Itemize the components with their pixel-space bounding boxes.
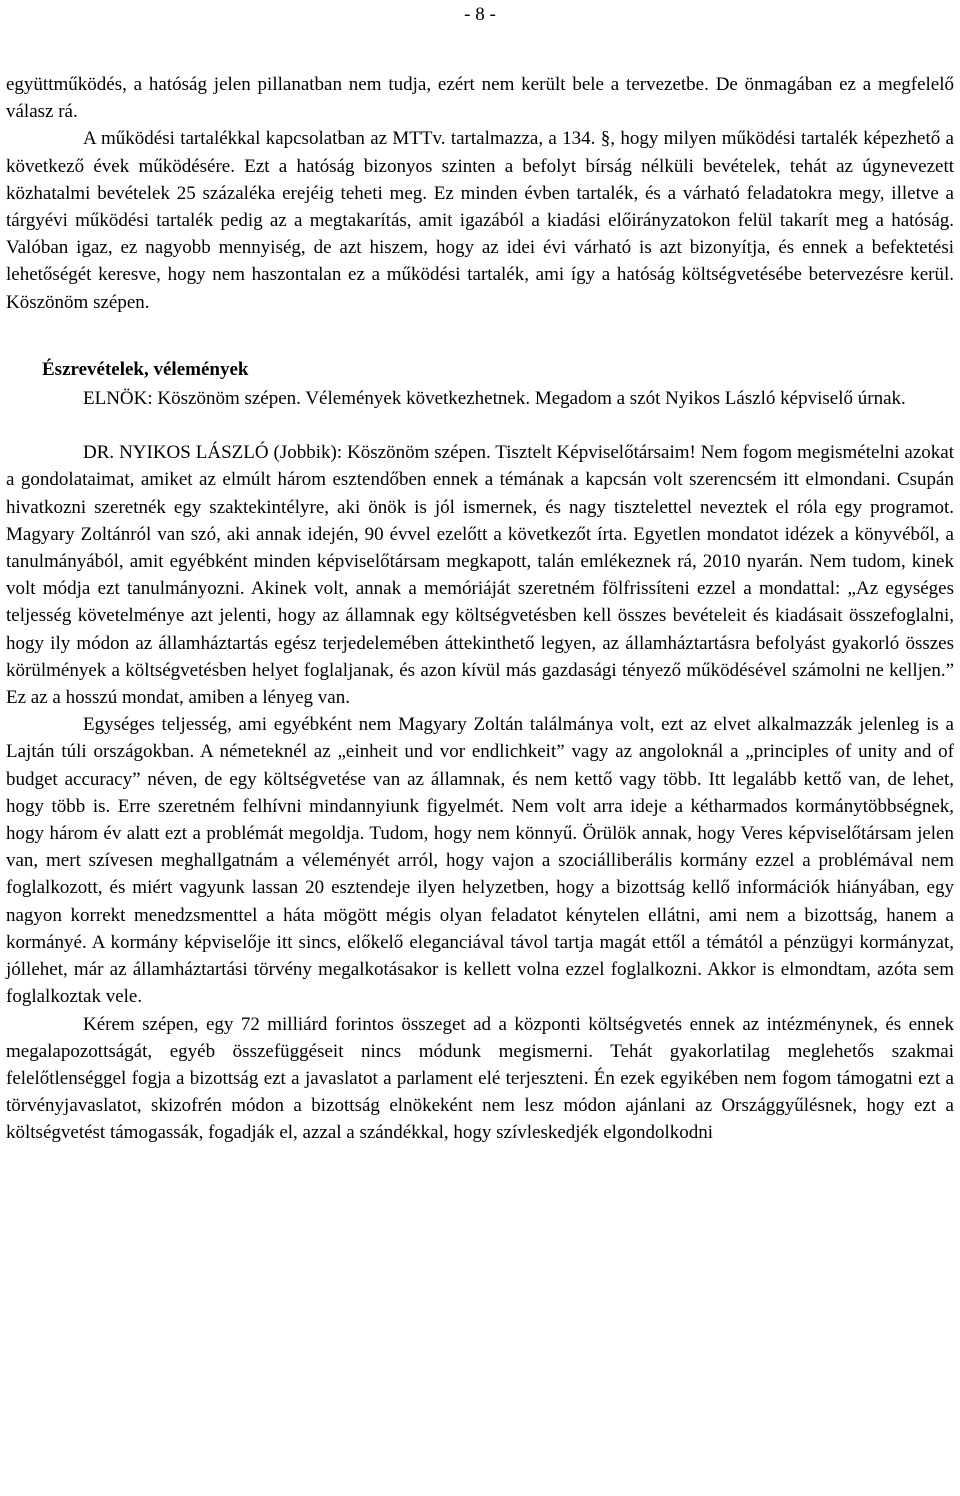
page-body [6, 71, 954, 1147]
paragraph-6: Kérem szépen, egy 72 milliárd forintos összeget ad a központi költségvetés ennek az intézménynek, és ennek megalapozottságát, egyéb összefüggéseit nincs módunk megismerni. Tehát gyakorlatilag meglehetős szakmai felelőtlenséggel fogja a bizottság ezt a javaslatot a parlament elé terjeszteni. Én ezek egyikében nem fogom támogatni ezt a törvényjavaslatot, skizofrén módon a bizottság elnökeként nem lesz módon ajánlani az Országgyűlésnek, hogy ezt a költségvetést támogassák, fogadják el, azzal a szándékkal, hogy szívleskedjék elgondolkodni [6, 1013, 954, 1144]
page-number: - 8 - [464, 4, 496, 25]
paragraph-4: DR. NYIKOS LÁSZLÓ (Jobbik): Köszönöm szépen. Tisztelt Képviselőtársaim! Nem fogom megismételni azokat a gondolataimat, amiket az elmúlt három esztendőben ennek a témának a kapcsán volt szerencsém itt elmondani. Csupán hivatkozni szeretnék egy szaktekintélyre, aki önök is jól ismernek, és nagy tisztelettel neveztek el róla egy programot. Magyary Zoltánról van szó, aki annak idején, 90 évvel ezelőtt a következőt írta. Egyetlen mondatot idézek a könyvéből, a tanulmányából, amit egyébként minden képviselőtársam megkapott, talán emlékeznek rá, 2010 nyarán. Nem tudom, kinek volt módja ezt tanulmányozni. Akinek volt, annak a memóriáját szeretném fölfrissíteni ezzel a mondattal: „Az egységes teljesség követelménye azt jelenti, hogy az államnak egy költségvetésben kell összes bevételeit és kiadásait összefoglalni, hogy ily módon az államháztartás egész terjedelemében áttekinthető legyen, az államháztartásra befolyást gyakorló összes körülmények a költségvetésben helyet foglaljanak, és azon kívül más gazdasági tényező működésével számolni ne kelljen.” Ez az a hosszú mondat, amiben a lényeg van. [6, 442, 954, 709]
section-heading: Észrevételek, vélemények [42, 358, 249, 380]
paragraph-5: Egységes teljesség, ami egyébként nem Magyary Zoltán találmánya volt, ezt az elvet alkalmazzák jelenleg is a Lajtán túli országokban. A németeknél az „einheit und vor endlichkeit” vagy az angoloknál a „principles of unity and of budget accuracy” néven, de egy költségvetése van az államnak, és nem kettő vagy több. Itt legalább kettő van, de lehet, hogy több is. Erre szeretném felhívni mindannyiunk figyelmét. Nem volt arra ideje a kétharmados kormánytöbbségnek, hogy három év alatt ezt a problémát megoldja. Tudom, hogy nem könnyű. Örülök annak, hogy Veres képviselőtársam jelen van, mert szívesen meghallgatnám a véleményét arról, hogy vajon a szociálliberális kormány ezzel a problémával nem foglalkozott, és miért vagyunk lassan 20 esztendeje ilyen helyzetben, hogy a bizottság kellő információk hiányában, egy nagyon korrekt menedzsmenttel a háta mögött mégis olyan feladatot kénytelen ellátni, ami nem a bizottság, hanem a kormányé. A kormány képviselője itt sincs, előkelő eleganciával távol tartja magát ettől a témától a pénzügyi kormányzat, jóllehet, már az államháztartási törvény megalkotásakor is kellett volna ezzel foglalkozni. Akkor is elmondtam, azóta sem foglalkoztak vele. [6, 714, 954, 1008]
paragraph-1: együttműködés, a hatóság jelen pillanatban nem tudja, ezért nem került bele a tervezetbe. De önmagában ez a megfelelő válasz rá. [6, 74, 954, 123]
paragraph-2: A működési tartalékkal kapcsolatban az MTTv. tartalmazza, a 134. §, hogy milyen működési tartalék képezhető a következő évek működésére. Ezt a hatóság bizonyos szinten a befolyt bírság nélküli bevételek, tehát az úgynevezett közhatalmi bevételek 25 százaléka erejéig teheti meg. Ez minden évben tartalék, és a várható feladatokra megy, illetve a tárgyévi működési tartalék pedig az a megtakarítás, amit igazából a kiadási előirányzatokon felül takarít meg a hatóság. Valóban igaz, ez nagyobb mennyiség, de azt hiszem, hogy az idei évi várható is azt bizonyítja, és ennek a befektetési lehetőségét keresve, hogy nem haszontalan ez a működési tartalék, ami így a hatóság költségvetésébe betervezésre kerül. Köszönöm szépen. [6, 128, 954, 313]
paragraph-3: ELNÖK: Köszönöm szépen. Vélemények következhetnek. Megadom a szót Nyikos László képviselő úrnak. [83, 388, 906, 410]
